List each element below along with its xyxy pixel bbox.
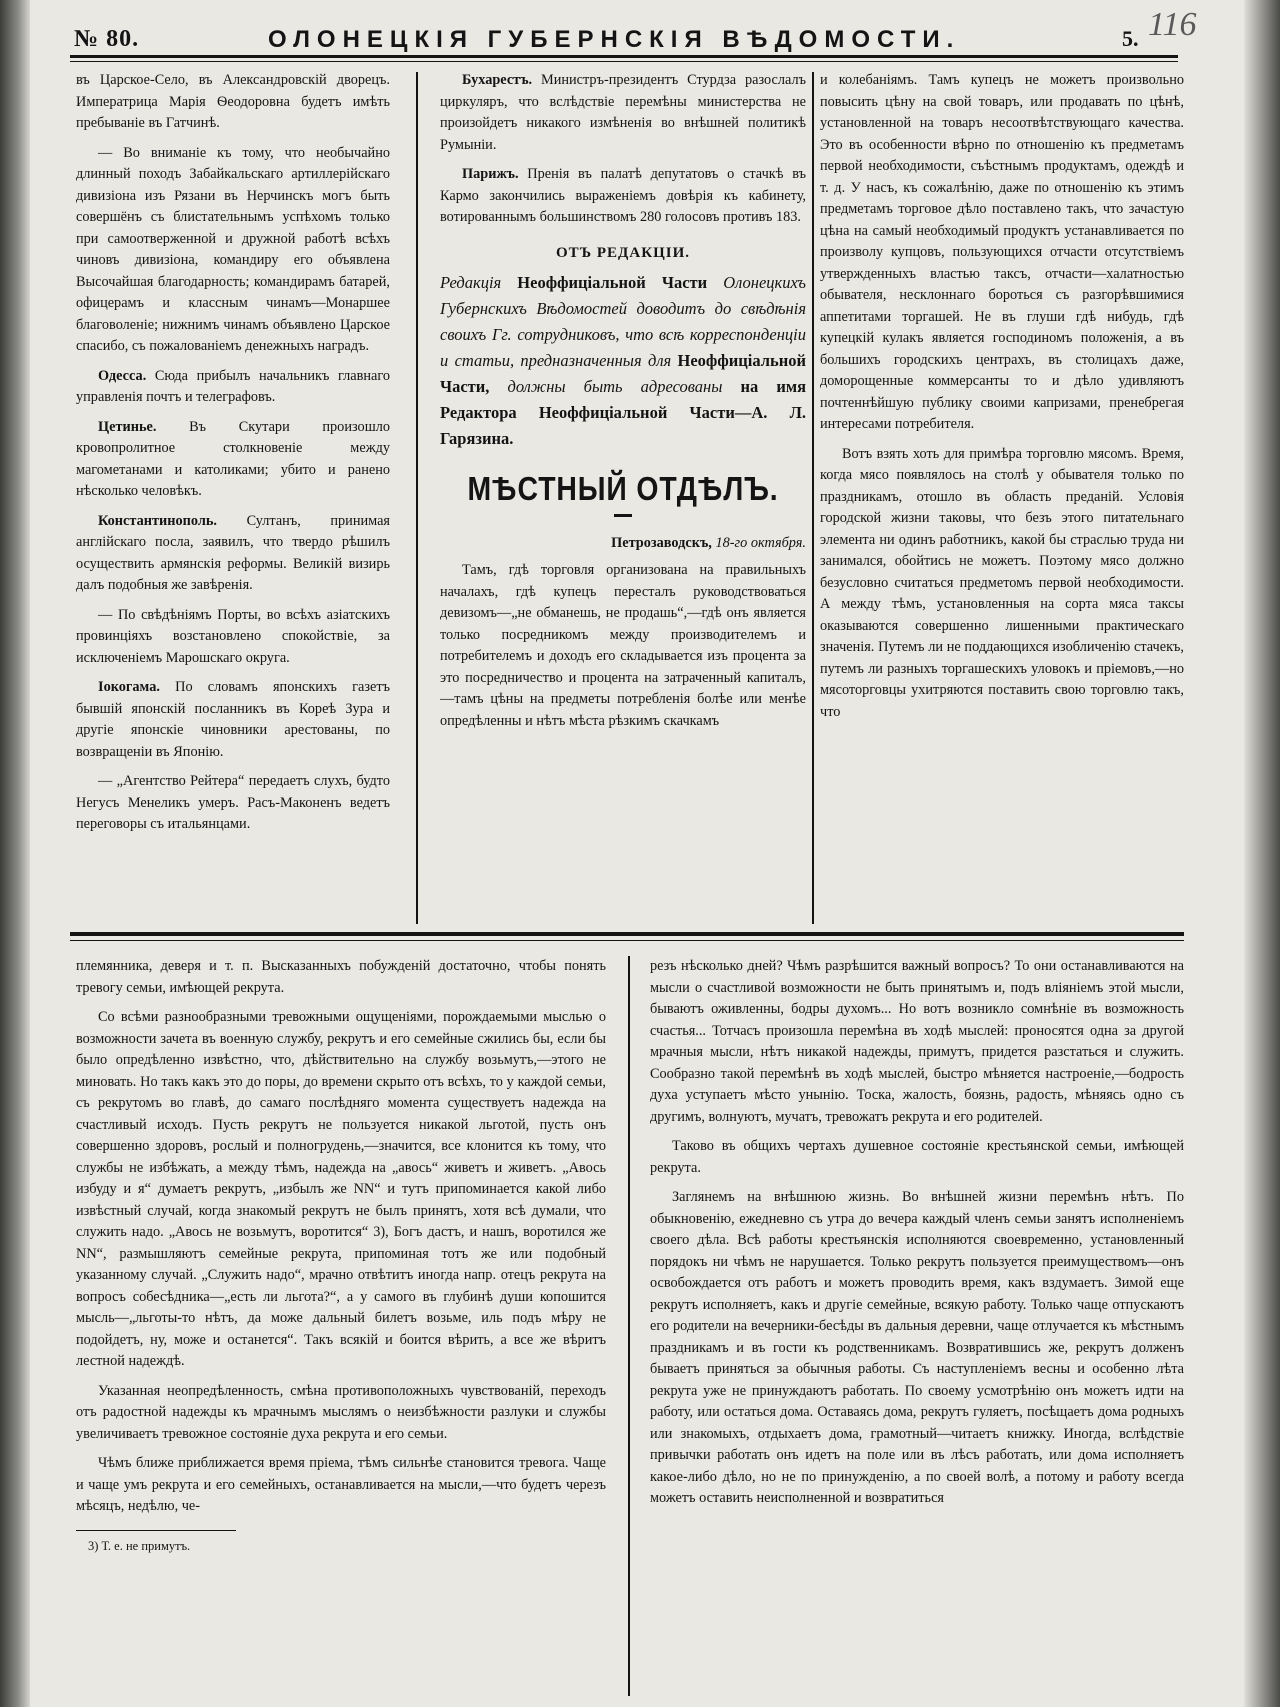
news-text: Министръ-президентъ Стурдза разослалъ циркуляръ, что вслѣдствіе перемѣны министерства не произойдетъ никакого измѣненія во внѣшней политикѣ Румыніи. [440,72,806,153]
news-text: Сюда прибылъ начальникъ главнаго управленія почтъ и телеграфовъ. [76,367,390,405]
editor-address: на имя Редактора Неоффиціальной Части—А. Л. Гарязина. [440,377,806,448]
editorial-notice [440,270,806,452]
column-divider-2 [812,72,814,924]
news-text: Пренія въ палатѣ депутатовъ о стачкѣ въ Кармо закончились выраженіемъ довѣрія къ кабинету, вотированнымъ большинствомъ 280 голосовъ противъ 183. [440,166,806,225]
footnote: 3) Т. е. не примутъ. [88,1538,191,1553]
editorial-heading: ОТЪ РЕДАКЦІИ. [555,244,691,261]
news-text: По словамъ японскихъ газетъ бывшій японскій посланникъ въ Кореѣ Зура и другіе японскіе чиновники арестованы, по возвращеніи въ Японію. [76,679,390,760]
feuilleton-paragraph: Таково въ общихъ чертахъ душевное состояніе крестьянской семьи, имѣющей рекрута. [650,1138,1184,1176]
editorial-text: Олонецкихъ Губернскихъ Вѣдомостей доводитъ до свѣдѣнія своихъ Гг. сотрудниковъ, что всѣ корреспонденціи и статьи, предназначенныя для [440,273,806,370]
article-paragraph: Вотъ взять хоть для примѣра торговлю мясомъ. Время, когда мясо появлялось на столѣ у обывателя только по праздникамъ, отошло въ область преданій. Условія городской жизни таковы, что безъ этого питательнаго элемента ни одинъ работникъ, какой бы страслью труда ни занимался, обойтись не можетъ. Поэтому мясо должно безусловно считаться предметомъ первой необходимости. А между тѣмъ, установленныя на сорта мяса таксы оказываются совершенно лишенными практическаго значенія. Путемъ ли не поддающихся изобличенію стачекъ, путемъ ли разныхъ торгашескихъ уловокъ и пріемовъ,—но мясоторговцы ухитряются поставить свою торговлю такъ, что [820,445,1184,720]
page-number: 5. [1122,26,1139,51]
feuilleton-paragraph: Чѣмъ ближе приближается время пріема, тѣмъ сильнѣе становится тревога. Чаще и чаще умъ рекрута и его семейныхъ, останавливается на мысли,—что будетъ черезъ мѣсяцъ, недѣлю, че- [76,1455,606,1514]
news-text: Въ Скутари произошло кровопролитное столкновеніе между магометанами и католиками; убито и ранено нѣсколько человѣкъ. [76,418,390,499]
header-rule-thin [70,61,1178,62]
news-item-yokohama [76,677,390,763]
news-place: Цетинье. [98,418,157,435]
newspaper-title: ОЛОНЕЦКІЯ ГУБЕРНСКІЯ ВѢДОМОСТИ. [268,26,961,53]
column-divider-1 [416,72,418,924]
news-place: Одесса. [98,367,147,384]
article-paragraph: Тамъ, гдѣ торговля организована на правильныхъ началахъ, гдѣ купецъ пересталъ руководствоваться девизомъ—„не обманешь, не продашь“,—гдѣ онъ является только посредникомъ между производителемъ и потребителемъ и доходъ его складывается изъ процента за это посредничество и процента на затраченный капиталъ,—тамъ цѣны на предметы потребленія болѣе или менѣе опредѣленны и нѣтъ мѣста рѣзкимъ скачкамъ [440,562,806,729]
column-divider-3 [628,956,630,1696]
feuilleton-paragraph: Заглянемъ на внѣшнюю жизнь. Во внѣшней жизни перемѣнъ нѣтъ. По обыкновенію, ежедневно съ утра до вечера каждый членъ семьи занятъ исполненіемъ своего дѣла. Всѣ работы крестьянскія исполняются своевременно, установленный порядокъ ни чѣмъ не нарушается. Только рекрутъ пользуется преимуществомъ—онъ освобождается отъ работъ и можетъ проводить время, какъ вздумаетъ. Зимой еще рекрутъ исполняетъ, какъ и другіе семейные, всякую работу. Только чаще отпускаютъ его родители на вечерники-бесѣды въ дальныя деревни, чаще отлучается къ мѣстнымъ праздникамъ и въ гости къ родственникамъ. Возвратившись же, рекрутъ долженъ бываетъ приняться за обычныя работы. Съ наступленіемъ весны и особенно лѣта рекрута уже не принуждаютъ работать. По своему усмотрѣнію онъ можетъ идти на работу, или остаться дома. Оставаясь дома, рекрутъ гуляетъ, посѣщаетъ дома родныхъ или знакомыхъ, отдыхаетъ дома, грамотный—читаетъ книжку. Иногда, вслѣдствіе привычки работать онъ идетъ на поле или въ лѣсъ работать, или дома исполняетъ какое-либо дѣло, но не по принужденію, а по своей волѣ, а потому и работу всегда можетъ оставить неисполненной и возвратиться [650,1189,1184,1506]
news-paragraph: — „Агентство Рейтера“ передаетъ слухъ, будто Негусъ Менеликъ умеръ. Расъ-Маконенъ ведетъ переговоры съ итальянцами. [76,773,390,832]
column-1 [76,70,390,922]
department-title: МѢСТНЫЙ ОТДѢЛЪ. [467,470,779,507]
section-divider-rule [70,932,1184,936]
news-item-cetinje [76,417,390,503]
editorial-text: Редакція [440,273,502,292]
issue-number: № 80. [74,26,140,52]
header-rule [70,55,1178,58]
dateline-place: Петрозаводскъ, [611,534,712,551]
dateline [440,533,806,555]
footnote-rule [76,1530,236,1531]
column-3 [820,70,1184,922]
editorial-text-bold: Неоффиціальной Части [517,273,708,292]
handwritten-page-mark: 116 [1148,6,1197,43]
article-paragraph: и колебаніямъ. Тамъ купецъ не можетъ произвольно повысить цѣну на свой товаръ, или продавать по цѣнѣ, установленной на товаръ несоотвѣтствующаго качества. Это въ особенности вѣрно по отношенію къ предметамъ первой необходимости, съѣстнымъ продуктамъ, одеждѣ и т. д. У насъ, къ сожалѣнію, даже по отношенію къ этимъ предметамъ торговое дѣло поставлено такъ, что зачастую цѣна на самый необходимый продуктъ устанавливается по произволу купцовъ, пользующихся отчасти отсутствіемъ утвержденныхъ властью таксъ, отчасти—халатностью обывателя, несклоннаго бороться съ разгорѣвшимися аппетитами торгашей. Не въ глуши гдѣ нибудь, гдѣ купецкій кулакъ является господиномъ положенія, а въ большихъ городскихъ центрахъ, въ столицахъ даже, доморощенные коммерсанты то и дѣло удивляютъ почтеннѣйшую публику своими капризами, пренебрегая интересами потребителя. [820,72,1184,432]
dateline-date: 18-го октября. [715,534,806,551]
section-divider-rule-thin [70,940,1184,941]
column-2 [440,70,806,922]
news-item-odessa [76,366,390,409]
news-paragraph: — По свѣдѣніямъ Порты, во всѣхъ азіатскихъ провинціяхъ возстановлено спокойствіе, за исключеніемъ Марошскаго округа. [76,606,390,666]
news-text: Султанъ, принимая англійскаго посла, заявилъ, что твердо рѣшилъ осуществить армянскія реформы. Великій визирь далъ подобныя же завѣренія. [76,512,390,593]
editorial-text: должны быть адресованы [507,377,723,396]
news-paragraph: въ Царское-Село, въ Александровскій дворецъ. Императрица Марія Ѳеодоровна будетъ имѣть пребываніе въ Гатчинѣ. [76,72,390,131]
feuilleton-paragraph: Со всѣми разнообразными тревожными ощущеніями, порождаемыми мыслью о возможности зачета въ военную службу, рекрутъ и его семейные сжились бы, если бы было опредѣленно извѣстно, что, дѣйствительно на службу возьмутъ,—этого не миновать. Но такъ какъ это до поры, до времени скрыто отъ всѣхъ, то у каждой семьи, съ рекрутомъ во главѣ, до самаго послѣдняго момента существуетъ надежда на счастливый исходъ. Пусть рекрутъ не пользуется никакой льготой, пусть онъ совершенно здоровъ, рослый и полногрудень,—значится, все клонится къ тому, что службы не избѣжать, а между тѣмъ, надежда на „авось“ живетъ и живетъ. „Авось избуду и я“ думаетъ рекрутъ, „избылъ же NN“ и тутъ припоминается какой либо извѣстный случай, когда знакомый рекрутъ не былъ принятъ, хотя всѣ думали, что служить надо. „Авось не возьмутъ, воротится“ 3), Богъ дастъ, и нашъ, воротился же NN“, размышляютъ семейные рекрута, припоминая тотъ же или подобный указанному случай. „Служить надо“, мрачно отвѣтитъ иногда напр. отецъ рекрута на вопросъ собесѣдника—„есть ли льгота?“, а у самого въ глубинѣ души копошится мысль—„льготы-то нѣтъ, да може дальный билетъ возьме, иль подъ мѣру не подойдетъ, ну, може и останется“. Такъ всякій и боится вѣрить, а все же вѣритъ лестной надеждѣ. [76,1009,606,1369]
title-dash [614,514,632,517]
feuilleton-paragraph: резъ нѣсколько дней? Чѣмъ разрѣшится важный вопросъ? То они останавливаются на мысли о счастливой возможности не быть принятымъ и, подъ вліяніемъ этой мысли, бываютъ оживленны, бодры духомъ... Но вотъ возникло сомнѣніе въ возможность счастья... Тотчасъ произошла перемѣна въ ходѣ мыслей: проносятся одна за другой мрачныя мысли, нѣтъ никакой надежды, примутъ, придется разстаться и служить. Сообразно такой перемѣнѣ въ ходѣ мыслей, быстро мѣняется настроеніе,—бодрость духа уступаетъ мѣсто унынію. Тоска, жалость, боязнь, радость, мѣняясь одно съ другимъ, волнуютъ, мучатъ, тревожатъ рекрута и его родителей. [650,958,1184,1125]
binding-shadow-left [0,0,30,1707]
news-item-bucharest [440,70,806,156]
news-item-constantinople [76,511,390,597]
feuilleton-paragraph: Указанная неопредѣленность, смѣна противоположныхъ чувствованій, переходъ отъ радостной надежды къ мрачнымъ мыслямъ о неизбѣжности разлуки и службы увеличиваетъ тревожное состояніе духа рекрута и его семьи. [76,1382,606,1442]
news-place: Константинополь. [98,512,217,529]
editorial-text-bold: Неоффиціальной Части, [440,351,806,396]
news-place: Іокогама. [98,679,160,695]
news-item-paris [440,164,806,229]
feuilleton-paragraph: племянника, деверя и т. п. Высказанныхъ побужденій достаточно, чтобы понять тревогу семьи, имѣющей рекрута. [76,958,606,996]
column-4 [76,956,606,1646]
news-place: Парижъ. [462,166,519,182]
news-paragraph: — Во вниманіе къ тому, что необычайно длинный походъ Забайкальскаго артиллерійскаго дивизіона изъ Рязани въ Нерчинскъ могъ быть совершёнъ съ блистательнымъ успѣхомъ только при самоотверженной и дружной работѣ всѣхъ чиновъ дивизіона, командиру его объявлена Высочайшая благодарность; командирамъ батарей, офицерамъ и классным чинамъ—Монаршее благоволеніе; нижнимъ чинамъ объявлено Царское спасибо, съ пожалованіемъ денежныхъ наградъ. [76,144,390,354]
page-edge-right [1244,0,1280,1707]
news-place: Бухарестъ. [462,72,533,88]
column-5 [650,956,1184,1696]
